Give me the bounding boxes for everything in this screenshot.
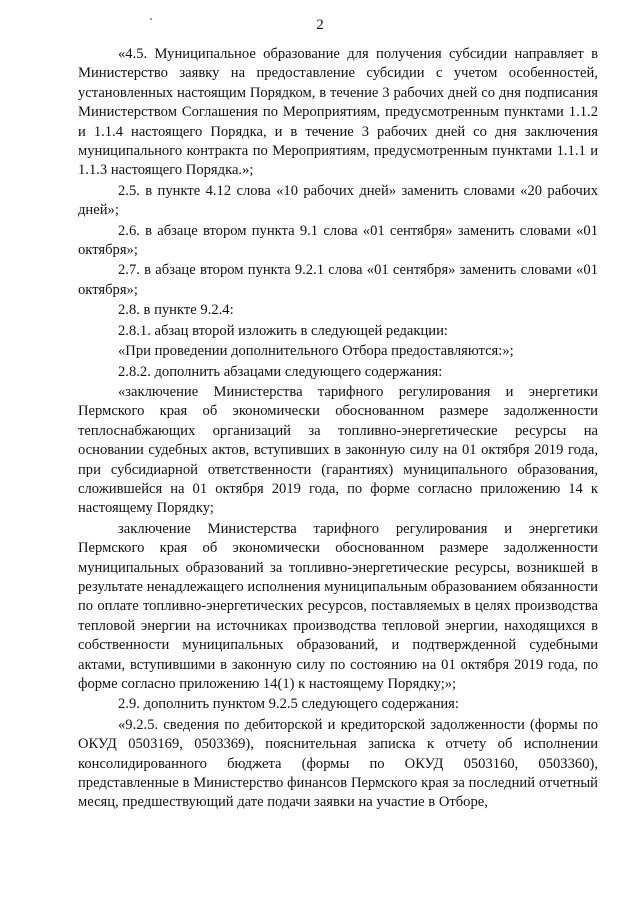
paragraph-2-8: 2.8. в пункте 9.2.4: (118, 302, 234, 319)
paragraph-2-6: 2.6. в абзаце втором пункта 9.1 слова «01 сентября» заменить словами «01 октября»; (78, 222, 598, 259)
page-number: 2 (316, 17, 324, 33)
paragraph-4-5: «4.5. Муниципальное образование для получения субсидии направляет в Министерство заявку на предоставление субсидии с учетом особенностей, установленных настоящим Порядком, в течение 3 рабочих дней со дня подписания Министерством Соглашения по Мероприятиям, предусмотренным пунктами 1.1.2 и 1.1.4 настоящего Порядка, и в течение 3 рабочих дней со дня заключения муниципального контракта по Мероприятиям, предусмотренным пунктами 1.1.1 и 1.1.3 настоящего Порядка.»; (78, 46, 598, 179)
paragraph-9-2-5: «9.2.5. сведения по дебиторской и кредиторской задолженности (формы по ОКУД 0503169, 0503369), пояснительная записка к отчету об исполнении консолидированного бюджета (формы по ОКУД 0503160, 0503360), представленные в Министерство финансов Пермского края за последний отчетный месяц, предшествующий дате подачи заявки на участие в Отборе, (78, 716, 598, 811)
paragraph-quote-additional-selection: «При проведении дополнительного Отбора предоставляются:»; (118, 343, 514, 360)
document-body (78, 45, 598, 813)
paragraph-2-9: 2.9. дополнить пунктом 9.2.5 следующего содержания: (118, 696, 459, 713)
paragraph-conclusion-1: «заключение Министерства тарифного регулирования и энергетики Пермского края об экономически обоснованном размере задолженности теплоснабжающих организаций за топливно-энергетические ресурсы на основании судебных актов, вступивших в законную силу на 01 октября 2019 года, при субсидиарной ответственности (гарантиях) муниципального образования, сложившейся на 01 октября 2019 года, по форме согласно приложению 14 к настоящему Порядку; (78, 383, 598, 517)
paragraph-conclusion-2: заключение Министерства тарифного регулирования и энергетики Пермского края об экономически обоснованном размере задолженности муниципальных образований за топливно-энергетические ресурсы, возникшей в результате ненадлежащего исполнения муниципальным образованием обязанности по оплате топливно-энергетических ресурсов, поставляемых в целях производства тепловой энергии на источниках производства тепловой энергии, находящихся в собственности муниципальных образований, и подтвержденной судебными актами, вступившими в законную силу по состоянию на 01 октября 2019 года, по форме согласно приложению 14(1) к настоящему Порядку;»; (78, 520, 598, 692)
paragraph-2-8-2: 2.8.2. дополнить абзацами следующего содержания: (118, 363, 443, 380)
paragraph-2-8-1: 2.8.1. абзац второй изложить в следующей редакции: (118, 322, 448, 339)
paragraph-2-7: 2.7. в абзаце втором пункта 9.2.1 слова «01 сентября» заменить словами «01 октября»; (78, 262, 598, 298)
paragraph-2-5: 2.5. в пункте 4.12 слова «10 рабочих дней» заменить словами «20 рабочих дней»; (78, 182, 598, 219)
